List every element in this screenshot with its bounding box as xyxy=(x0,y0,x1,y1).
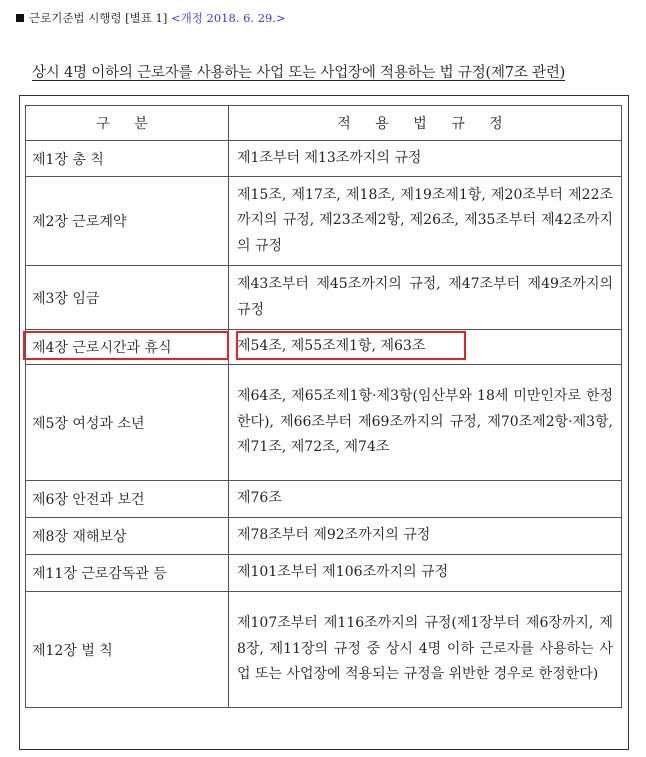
row-category: 제3장 임금 xyxy=(26,266,229,330)
row-category: 제2장 근로계약 xyxy=(26,177,229,266)
row-provisions: 제43조부터 제45조까지의 규정, 제47조부터 제49조까지의 규정 xyxy=(229,266,622,330)
row-provisions: 제78조부터 제92조까지의 규정 xyxy=(229,518,622,555)
table-row xyxy=(26,177,622,266)
header-text: 근로기준법 시행령 [별표 1] xyxy=(29,11,168,25)
document-title: 상시 4명 이하의 근로자를 사용하는 사업 또는 사업장에 적용하는 법 규정(제7조 관련) xyxy=(32,65,566,81)
row-provisions: 제101조부터 제106조까지의 규정 xyxy=(229,555,622,592)
header-category: 구 분 xyxy=(26,106,229,141)
table-row xyxy=(26,555,622,592)
table-row xyxy=(26,365,622,481)
table-row xyxy=(26,481,622,518)
row-category: 제11장 근로감독관 등 xyxy=(26,555,229,592)
row-provisions: 제64조, 제65조제1항·제3항(임산부와 18세 미만인자로 한정한다), 제66조부터 제69조까지의 규정, 제70조제2항·제3항, 제71조, 제72조, 제74조 xyxy=(229,365,622,481)
table-row xyxy=(26,141,622,177)
header-provisions: 적 용 법 규 정 xyxy=(229,106,622,141)
row-provisions: 제1조부터 제13조까지의 규정 xyxy=(229,141,622,177)
row-category: 제4장 근로시간과 휴식 xyxy=(26,330,229,365)
row-category: 제1장 총 칙 xyxy=(26,141,229,177)
table-row xyxy=(26,518,622,555)
provisions-table xyxy=(25,105,622,708)
row-provisions: 제76조 xyxy=(229,481,622,518)
row-category: 제12장 벌 칙 xyxy=(26,592,229,708)
row-provisions: 제54조, 제55조제1항, 제63조 xyxy=(229,330,622,365)
table-row xyxy=(26,592,622,708)
square-bullet-icon xyxy=(16,14,24,22)
highlight-box-category xyxy=(23,331,229,360)
table-row xyxy=(26,266,622,330)
highlight-box-provisions xyxy=(236,331,466,360)
row-provisions: 제15조, 제17조, 제18조, 제19조제1항, 제20조부터 제22조까지의 규정, 제23조제2항, 제26조, 제35조부터 제42조까지의 규정 xyxy=(229,177,622,266)
revision-note: <개정 2018. 6. 29.> xyxy=(171,11,286,25)
row-provisions: 제107조부터 제116조까지의 규정(제1장부터 제6장까지, 제8장, 제11장의 규정 중 상시 4명 이하 근로자를 사용하는 사업 또는 사업장에 적용되는 규정을 위반한 경우로 한정한다) xyxy=(229,592,622,708)
row-category: 제8장 재해보상 xyxy=(26,518,229,555)
row-category: 제6장 안전과 보건 xyxy=(26,481,229,518)
document-header xyxy=(16,10,286,26)
table-header-row xyxy=(26,106,622,141)
row-category: 제5장 여성과 소년 xyxy=(26,365,229,481)
